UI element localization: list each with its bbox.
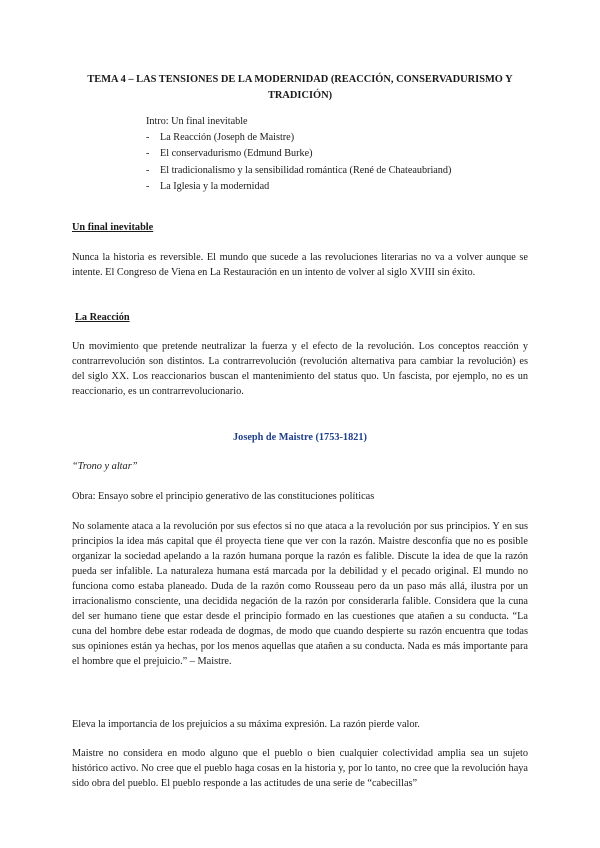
maistre-paragraph-2-block <box>72 717 528 732</box>
maistre-motto: “Trono y altar” <box>72 461 138 472</box>
section-reaccion <box>72 310 528 325</box>
maistre-paragraph-1-block <box>72 519 528 669</box>
document-title: TEMA 4 – LAS TENSIONES DE LA MODERNIDAD (REACCIÓN, CONSERVADURISMO Y TRADICIÓN) <box>87 74 513 101</box>
maistre-paragraph-3: Maistre no considera en modo alguno que el pueblo o bien cualquier colectividad amplia sea un sujeto histórico activo. No cree que el pueblo haga cosas en la historia y, por lo tanto, no cree que la revolución haya sido obra del pueblo. El pueblo responde a las actitudes de una serie de “cabecillas” <box>72 748 528 789</box>
maistre-obra: Obra: Ensayo sobre el principio generativo de las constituciones políticas <box>72 491 375 502</box>
section-final-inevitable-body <box>72 250 528 280</box>
section-final-inevitable <box>72 220 528 235</box>
maistre-motto-block <box>72 459 528 474</box>
section-heading-final-inevitable: Un final inevitable <box>72 222 154 233</box>
section-heading-reaccion: La Reacción <box>75 312 130 323</box>
paragraph-reaccion: Un movimiento que pretende neutralizar la fuerza y el efecto de la revolución. Los conceptos reacción y contrarrevolución son distintos. La contrarrevolución (revolución alternativa para cambiar la revolución) es del siglo XX. Los reaccionarios buscan el mantenimiento del status quo. Un fascista, por ejemplo, no es un reaccionario, es un contrarrevolucionario. <box>72 341 528 397</box>
intro-list-item: - La Reacción (Joseph de Maistre) <box>146 130 546 146</box>
intro-list <box>146 130 546 195</box>
maistre-paragraph-2: Eleva la importancia de los prejuicios a su máxima expresión. La razón pierde valor. <box>72 719 420 730</box>
maistre-obra-block <box>72 489 528 504</box>
section-reaccion-body <box>72 339 528 399</box>
maistre-paragraph-3-block <box>72 746 528 791</box>
intro-outline <box>146 114 546 195</box>
intro-list-item: - El conservadurismo (Edmund Burke) <box>146 146 546 162</box>
maistre-heading: Joseph de Maistre (1753-1821) <box>233 432 367 443</box>
intro-list-item: - La Iglesia y la modernidad <box>146 179 546 195</box>
paragraph-final-inevitable: Nunca la historia es reversible. El mundo que sucede a las revoluciones literarias no va a volver aunque se intente. El Congreso de Viena en La Restauración en un intento de volver al siglo XVIII sin éxito. <box>72 252 528 278</box>
intro-list-item: - El tradicionalismo y la sensibilidad romántica (René de Chateaubriand) <box>146 163 546 179</box>
maistre-paragraph-1: No solamente ataca a la revolución por sus efectos si no que ataca a la revolución por sus principios. Y en sus principios la idea más capital que él proyecta tiene que ver con la razón. Maistre desconfía que no es posible organizar la sociedad apelando a la razón humana porque la razón es falible. Discute la idea de que la razón pueda ser infalible. La naturaleza humana está marcada por la debilidad y el pecado original. El mundo no funciona como estaba planeado. Duda de la razón como Rousseau pero da un paso más allá, ilustra por un irracionalismo consciente, una decidida negación de la razón por considerarla falible. Considera que la cuna del ser humano tiene que estar desde el principio formado en las cuestiones que atañen a su conducta. “La cuna del hombre debe estar rodeada de dogmas, de modo que cuando despierte su razón encuentra que todas sus opiniones están ya hechas, por los menos aquellas que atañen a su conducta. Nada es más importante para el hombre que el prejuicio.” – Maistre. <box>72 521 528 667</box>
intro-first-line: Intro: Un final inevitable <box>146 116 248 127</box>
